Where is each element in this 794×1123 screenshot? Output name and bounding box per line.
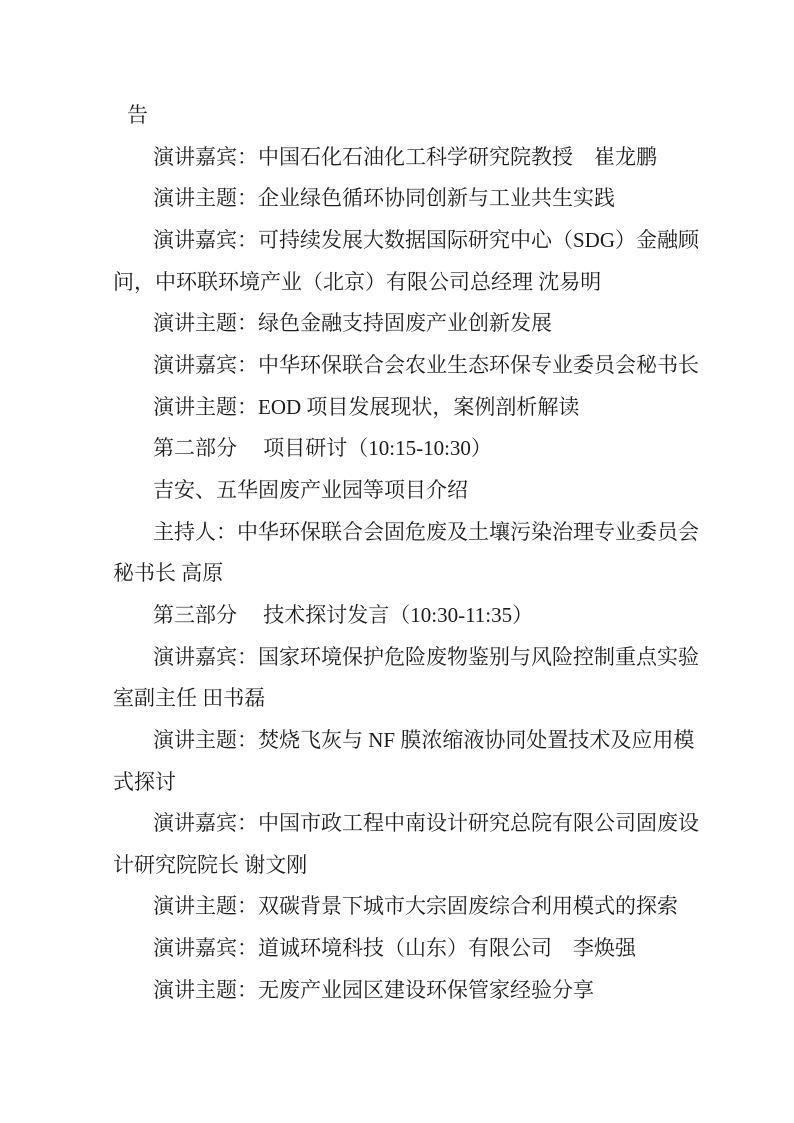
doc-line: 演讲主题：绿色金融支持固废产业创新发展 (153, 311, 552, 336)
doc-line: 演讲嘉宾：中华环保联合会农业生态环保专业委员会秘书长 (153, 352, 699, 377)
doc-line: 演讲主题：焚烧飞灰与 NF 膜浓缩液协同处置技术及应用模 (153, 727, 695, 752)
doc-line: 吉安、五华固废产业园等项目介绍 (153, 477, 468, 502)
doc-line: 演讲主题：无废产业园区建设环保管家经验分享 (153, 977, 594, 1002)
doc-line: 演讲嘉宾：道诚环境科技（山东）有限公司 李焕强 (153, 936, 636, 961)
doc-line: 演讲嘉宾：可持续发展大数据国际研究中心（SDG）金融顾 (153, 227, 700, 252)
document-body (113, 95, 743, 1011)
doc-line: 第二部分 项目研讨（10:15-10:30） (153, 436, 492, 461)
doc-line: 问，中环联环境产业（北京）有限公司总经理 沈易明 (113, 269, 602, 294)
doc-line: 第三部分 技术探讨发言（10:30-11:35） (153, 602, 534, 627)
doc-line: 演讲主题：企业绿色循环协同创新与工业共生实践 (153, 186, 615, 211)
doc-line: 演讲嘉宾：国家环境保护危险废物鉴别与风险控制重点实验 (153, 644, 699, 669)
doc-line: 演讲嘉宾：中国市政工程中南设计研究总院有限公司固废设 (153, 811, 699, 836)
doc-line: 演讲主题：双碳背景下城市大宗固废综合利用模式的探索 (153, 894, 678, 919)
doc-line: 主持人：中华环保联合会固危废及土壤污染治理专业委员会 (153, 519, 699, 544)
doc-line: 告 (127, 103, 148, 127)
doc-line: 秘书长 高原 (113, 561, 224, 586)
doc-line: 室副主任 田书磊 (113, 686, 266, 711)
doc-line: 式探讨 (113, 769, 176, 794)
doc-line: 演讲主题：EOD 项目发展现状，案例剖析解读 (153, 394, 580, 419)
doc-line: 计研究院院长 谢文刚 (113, 852, 308, 877)
doc-line: 演讲嘉宾：中国石化石油化工科学研究院教授 崔龙鹏 (153, 144, 657, 169)
